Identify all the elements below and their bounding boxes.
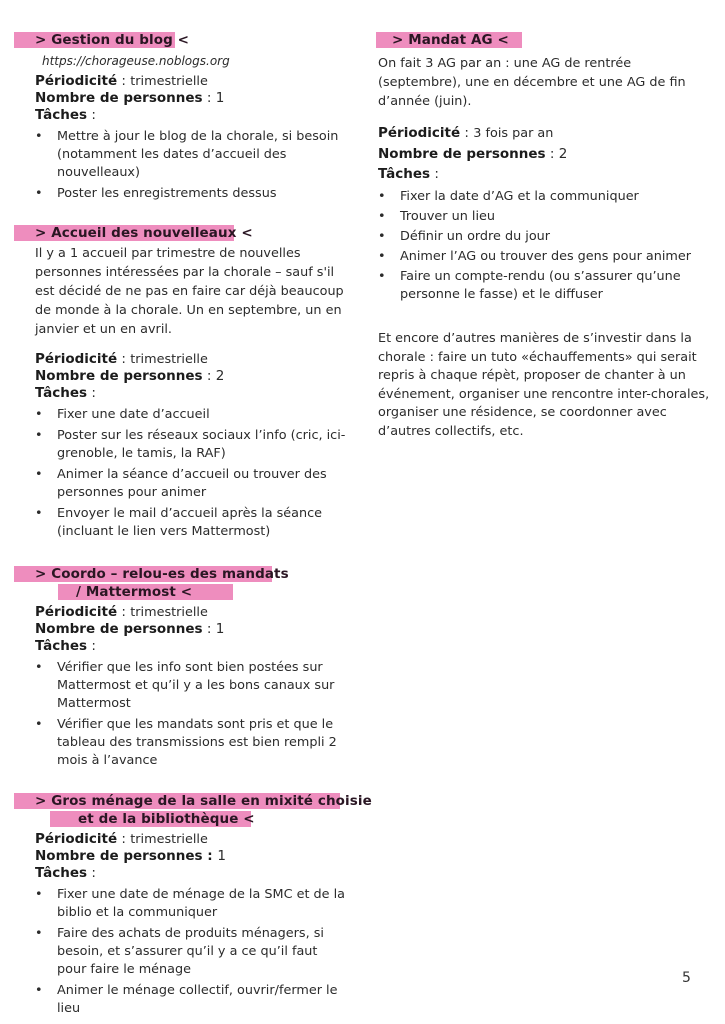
list-item: • Faire un compte-rendu (ou s’assurer qu’une personne le fasse) et le diffuser bbox=[378, 269, 681, 302]
task-list bbox=[0, 659, 360, 770]
people-line: Nombre de personnes : 1 bbox=[35, 90, 225, 106]
bullet-icon: • bbox=[378, 269, 386, 284]
bullet-icon: • bbox=[35, 407, 43, 422]
list-item: • Fixer une date d’accueil bbox=[35, 407, 210, 422]
bullet-icon: • bbox=[35, 129, 43, 144]
list-item: • Faire des achats de produits ménagers, si besoin, et s’assurer qu’il y a ce qu’il faut pour faire le ménage bbox=[35, 926, 324, 977]
section-heading: > Mandat AG < bbox=[376, 32, 522, 48]
list-item: • Fixer la date d’AG et la communiquer bbox=[378, 189, 639, 204]
bullet-icon: • bbox=[378, 249, 386, 264]
tasks-label: Tâches : bbox=[378, 166, 439, 182]
section-meta bbox=[35, 73, 360, 124]
list-item: • Animer l’AG ou trouver des gens pour animer bbox=[378, 249, 692, 264]
section-heading: > Accueil des nouvelleaux < bbox=[14, 225, 234, 241]
tasks-label: Tâches : bbox=[35, 638, 96, 654]
page-number: 5 bbox=[682, 970, 691, 986]
right-column bbox=[362, 32, 712, 441]
section-heading-continued: / Mattermost < bbox=[58, 584, 233, 600]
section-heading: > Gros ménage de la salle en mixité choisie bbox=[14, 793, 340, 809]
section-heading: > Coordo – relou-es des mandats bbox=[14, 566, 272, 582]
section-meta bbox=[35, 831, 360, 882]
list-item: • Vérifier que les info sont bien postées sur Mattermost et qu’il y a les bons canaux sur Mattermost bbox=[35, 660, 335, 711]
bullet-icon: • bbox=[35, 506, 43, 521]
list-item: • Fixer une date de ménage de la SMC et de la biblio et la communiquer bbox=[35, 887, 345, 920]
section-intro: Il y a 1 accueil par trimestre de nouvelles personnes intéressées par la chorale – sauf s'il est décidé de ne pas en faire car déjà beaucoup de monde à la chorale. Un en septembre, un en janvier et un en avril. bbox=[35, 246, 344, 337]
bullet-icon: • bbox=[35, 717, 43, 732]
bullet-icon: • bbox=[35, 926, 43, 941]
left-column bbox=[0, 32, 372, 1021]
tasks-label: Tâches : bbox=[35, 385, 96, 401]
task-list bbox=[0, 886, 360, 1018]
tasks-label: Tâches : bbox=[35, 107, 96, 123]
section-meta bbox=[35, 604, 360, 655]
periodicity-line: Périodicité : 3 fois par an bbox=[378, 125, 554, 141]
list-item: • Définir un ordre du jour bbox=[378, 229, 551, 244]
task-list bbox=[0, 406, 360, 541]
bullet-icon: • bbox=[35, 660, 43, 675]
section-meta bbox=[378, 123, 712, 184]
bullet-icon: • bbox=[378, 229, 386, 244]
bullet-icon: • bbox=[35, 887, 43, 902]
periodicity-line: Périodicité : trimestrielle bbox=[35, 831, 208, 847]
bullet-icon: • bbox=[35, 428, 43, 443]
people-line: Nombre de personnes : 1 bbox=[35, 621, 225, 637]
bullet-icon: • bbox=[378, 209, 386, 224]
section-heading: > Gestion du blog < bbox=[14, 32, 175, 48]
list-item: • Poster sur les réseaux sociaux l’info (cric, ici-grenoble, le tamis, la RAF) bbox=[35, 428, 346, 461]
list-item: • Vérifier que les mandats sont pris et que le tableau des transmissions est bien rempli 2 mois à l’avance bbox=[35, 717, 337, 768]
task-list bbox=[0, 128, 360, 203]
section-heading-continued: et de la bibliothèque < bbox=[50, 811, 251, 827]
list-item: • Trouver un lieu bbox=[378, 209, 496, 224]
periodicity-line: Périodicité : trimestrielle bbox=[35, 73, 208, 89]
section-intro: On fait 3 AG par an : une AG de rentrée (septembre), une en décembre et une AG de fin d’année (juin). bbox=[378, 56, 686, 109]
blog-url[interactable]: https://chorageuse.noblogs.org bbox=[42, 54, 230, 68]
list-item: • Animer le ménage collectif, ouvrir/fermer le lieu bbox=[35, 983, 338, 1016]
bullet-icon: • bbox=[35, 467, 43, 482]
section-meta bbox=[35, 351, 360, 402]
people-line: Nombre de personnes : 1 bbox=[35, 848, 226, 864]
list-item: • Poster les enregistrements dessus bbox=[35, 186, 277, 201]
list-item: • Mettre à jour le blog de la chorale, si besoin (notamment les dates d’accueil des nouvelleaux) bbox=[35, 129, 339, 180]
people-line: Nombre de personnes : 2 bbox=[35, 368, 225, 384]
periodicity-line: Périodicité : trimestrielle bbox=[35, 351, 208, 367]
tasks-label: Tâches : bbox=[35, 865, 96, 881]
people-line: Nombre de personnes : 2 bbox=[378, 146, 568, 162]
bullet-icon: • bbox=[378, 189, 386, 204]
bullet-icon: • bbox=[35, 983, 43, 998]
bullet-icon: • bbox=[35, 186, 43, 201]
closing-paragraph: Et encore d’autres manières de s’investir dans la chorale : faire un tuto «échauffements» qui serait repris à chaque répèt, proposer de chanter à un événement, organiser une rencontre inter-chorales, organiser une résidence, se coordonner avec d’autres collectifs, etc. bbox=[378, 331, 710, 439]
section-blog bbox=[0, 32, 190, 48]
list-item: • Envoyer le mail d’accueil après la séance (incluant le lien vers Mattermost) bbox=[35, 506, 323, 539]
periodicity-line: Périodicité : trimestrielle bbox=[35, 604, 208, 620]
task-list bbox=[362, 188, 712, 304]
list-item: • Animer la séance d’accueil ou trouver des personnes pour animer bbox=[35, 467, 327, 500]
